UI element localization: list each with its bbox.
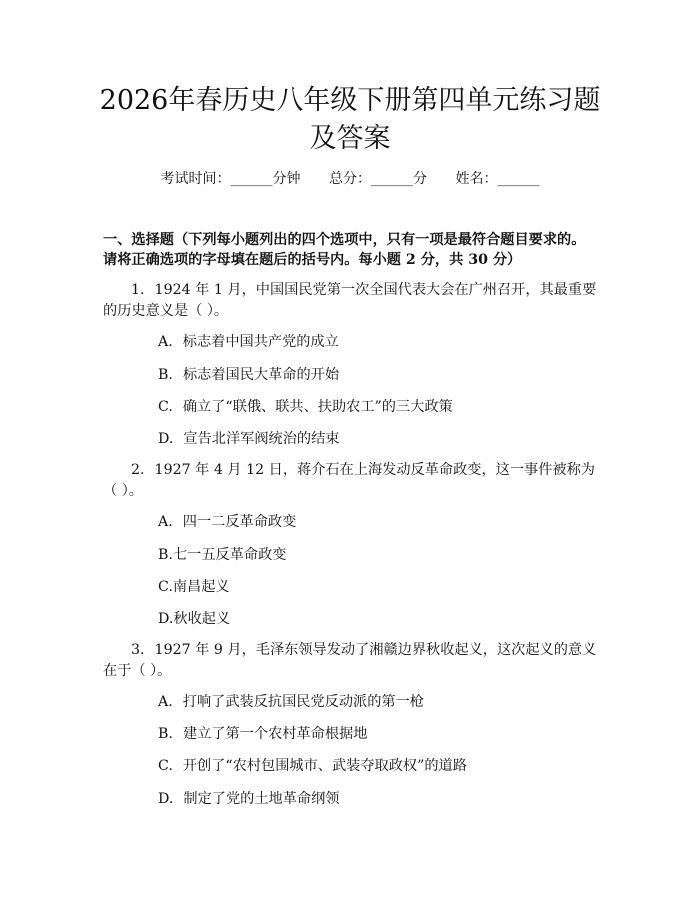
- option-letter: C.: [158, 758, 173, 774]
- option-letter: A.: [158, 334, 173, 350]
- option-letter: C.: [158, 579, 173, 595]
- question-1-option-c: [158, 398, 453, 416]
- option-text: 建立了第一个农村革命根据地: [182, 726, 368, 742]
- question-3-option-b: [158, 725, 367, 743]
- question-2-option-a: [158, 513, 296, 531]
- question-3: [103, 640, 599, 682]
- option-letter: A.: [158, 694, 173, 710]
- question-3-option-c: [158, 757, 467, 775]
- student-name-field: 姓名：______: [455, 171, 540, 187]
- option-text: 标志着中国共产党的成立: [182, 334, 339, 350]
- question-2-option-b: [158, 546, 286, 564]
- question-stem: 1927 年 9 月，毛泽东领导发动了湘赣边界秋收起义，这次起义的意义在于（ ）。: [103, 642, 597, 679]
- question-number: 1.: [131, 282, 145, 298]
- option-text: 秋收起义: [173, 611, 231, 627]
- option-text: 七一五反革命政变: [172, 547, 287, 563]
- option-letter: D.: [158, 431, 174, 447]
- document-title: 2026年春历史八年级下册第四单元练习题及答案: [99, 85, 601, 154]
- option-letter: B.: [158, 367, 173, 383]
- total-score-field: 总分：______分: [329, 171, 427, 187]
- option-text: 宣告北洋军阀统治的结束: [183, 431, 340, 447]
- option-letter: A.: [158, 514, 173, 530]
- option-letter: D.: [158, 791, 174, 807]
- question-1: [103, 280, 599, 322]
- exam-time-field: 考试时间：______分钟: [160, 171, 301, 187]
- option-text: 开创了“农村包围城市、武装夺取政权”的道路: [182, 758, 467, 774]
- option-text: 标志着国民大革命的开始: [182, 367, 340, 383]
- question-3-option-d: [158, 790, 339, 808]
- question-2-option-d: [158, 610, 230, 628]
- section-heading: 一、选择题（下列每小题列出的四个选项中，只有一项是最符合题目要求的。请将正确选项的字母填在题后的括号内。每小题 2 分，共 30 分）: [103, 232, 586, 268]
- option-letter: D.: [158, 611, 174, 627]
- option-text: 南昌起义: [172, 579, 230, 595]
- question-1-option-b: [158, 366, 339, 384]
- option-text: 制定了党的土地革命纲领: [183, 791, 340, 807]
- option-letter: B.: [158, 547, 173, 563]
- option-letter: B.: [158, 726, 173, 742]
- question-3-option-a: [158, 693, 424, 711]
- question-1-option-d: [158, 430, 339, 448]
- option-text: 四一二反革命政变: [182, 514, 297, 530]
- option-text: 确立了“联俄、联共、扶助农工”的三大政策: [182, 399, 453, 415]
- question-stem: 1924 年 1 月，中国国民党第一次全国代表大会在广州召开，其最重要的历史意义是（ ）。: [103, 282, 597, 319]
- question-number: 3.: [131, 642, 145, 658]
- question-1-option-a: [158, 333, 339, 351]
- question-stem: 1927 年 4 月 12 日，蒋介石在上海发动反革命政变，这一事件被称为（ ）。: [103, 462, 595, 499]
- exam-info-row: [0, 170, 700, 188]
- option-letter: C.: [158, 399, 173, 415]
- question-2-option-c: [158, 578, 230, 596]
- question-2: [103, 460, 599, 502]
- option-text: 打响了武装反抗国民党反动派的第一枪: [182, 694, 424, 710]
- question-number: 2.: [131, 462, 145, 478]
